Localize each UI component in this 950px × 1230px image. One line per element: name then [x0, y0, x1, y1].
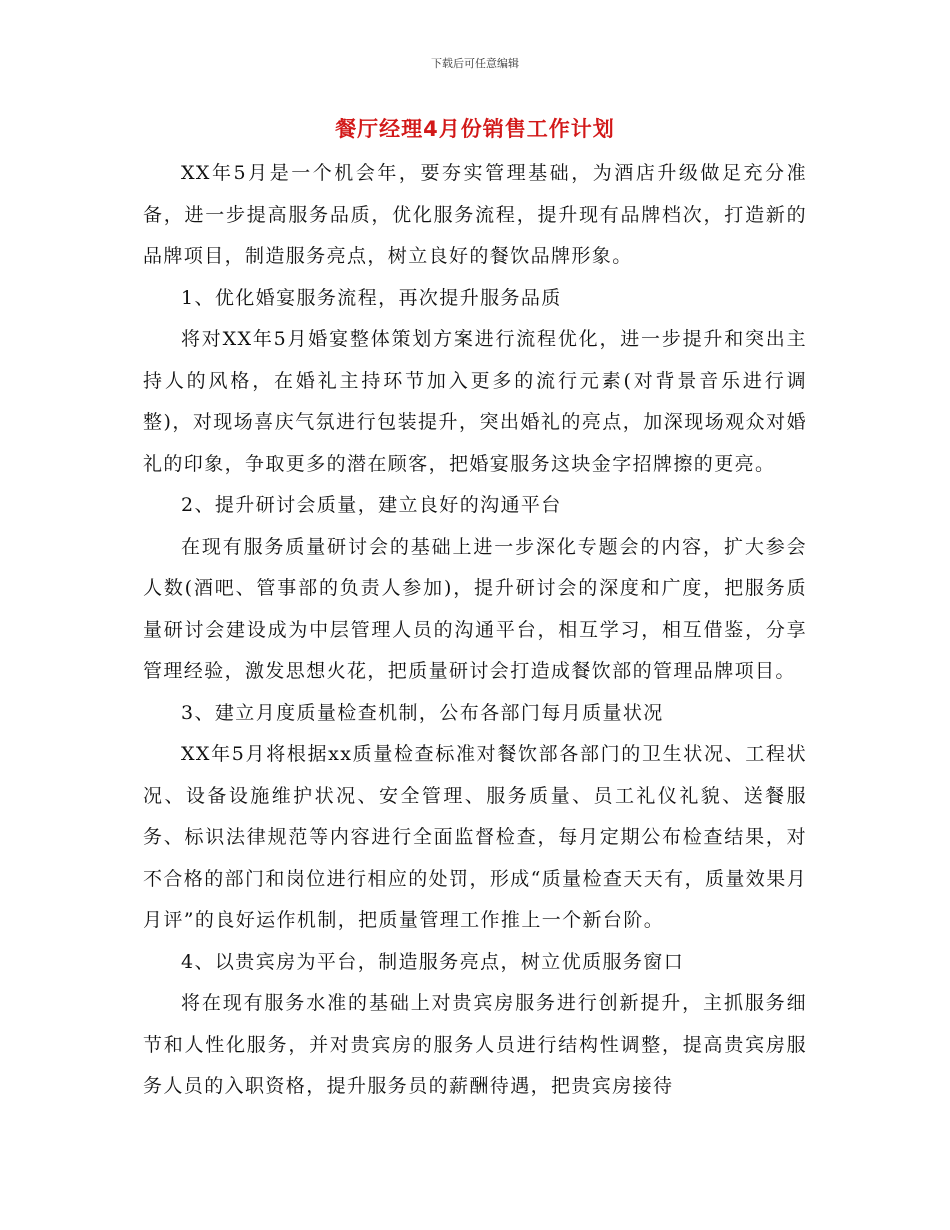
section-body-2: 在现有服务质量研讨会的基础上进一步深化专题会的内容，扩大参会人数(酒吧、管事部的负责人参加)，提升研讨会的深度和广度，把服务质量研讨会建设成为中层管理人员的沟通平台，相互学习，相互借鉴，分享管理经验，激发思想火花，把质量研讨会打造成餐饮部的管理品牌项目。 — [143, 535, 807, 682]
section-body-3: XX年5月将根据xx质量检查标准对餐饮部各部门的卫生状况、工程状况、设备设施维护状况、安全管理、服务质量、员工礼仪礼貌、送餐服务、标识法律规范等内容进行全面监督检查，每月定期公布检查结果，对不合格的部门和岗位进行相应的处罚，形成“质量检查天天有，质量效果月月评”的良好运作机制，把质量管理工作推上一个新台阶。 — [143, 743, 807, 931]
header-note: 下载后可任意编辑 — [431, 57, 519, 70]
document-body — [143, 153, 807, 1108]
section-body-4: 将在现有服务水准的基础上对贵宾房服务进行创新提升，主抓服务细节和人性化服务，并对贵宾房的服务人员进行结构性调整，提高贵宾房服务人员的入职资格，提升服务员的薪酬待遇，把贵宾房接待 — [143, 992, 807, 1097]
section-heading-3: 3、建立月度质量检查机制，公布各部门每月质量状况 — [181, 701, 664, 724]
section-heading-2: 2、提升研讨会质量，建立良好的沟通平台 — [181, 494, 562, 516]
section-body-1: 将对XX年5月婚宴整体策划方案进行流程优化，进一步提升和突出主持人的风格，在婚礼主持环节加入更多的流行元素(对背景音乐进行调整)，对现场喜庆气氛进行包装提升，突出婚礼的亮点，加深现场观众对婚礼的印象，争取更多的潜在顾客，把婚宴服务这块金字招牌擦的更亮。 — [143, 328, 807, 475]
section-heading-1: 1、优化婚宴服务流程，再次提升服务品质 — [181, 286, 562, 309]
document-title: 餐厅经理4月份销售工作计划 — [335, 117, 615, 141]
section-heading-4: 4、以贵宾房为平台，制造服务亮点，树立优质服务窗口 — [181, 950, 685, 973]
intro-paragraph: XX年5月是一个机会年，要夯实管理基础，为酒店升级做足充分准备，进一步提高服务品质，优化服务流程，提升现有品牌档次，打造新的品牌项目，制造服务亮点，树立良好的餐饮品牌形象。 — [143, 162, 807, 267]
